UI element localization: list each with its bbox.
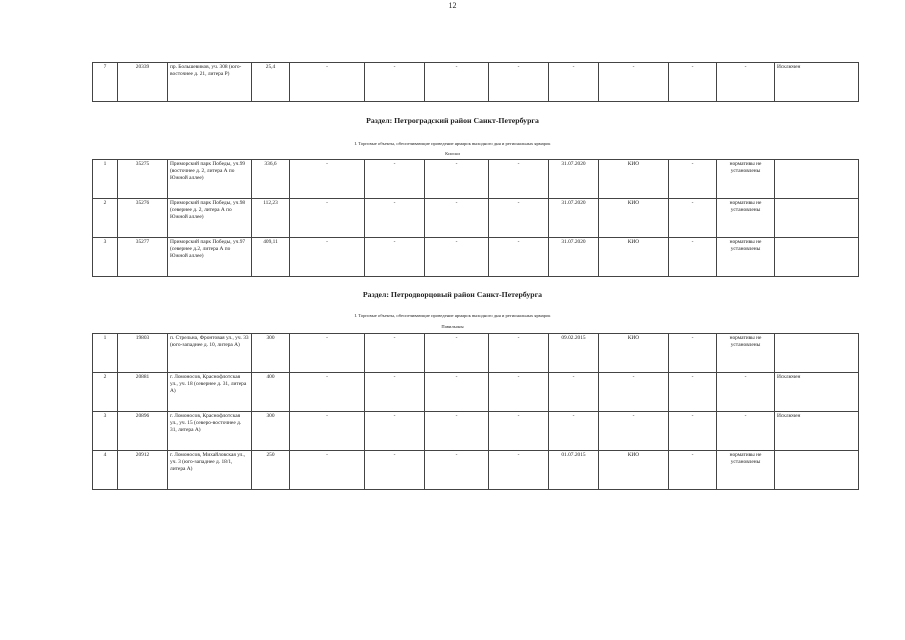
table-cell: 20912	[118, 451, 168, 490]
table-row	[93, 412, 859, 451]
table-cell: -	[669, 63, 717, 102]
table-cell: г. Ломоносов, Краснофлотская ул., уч. 15 (северо-восточнее д. 31, литера А)	[168, 412, 252, 451]
table-cell: 2	[93, 373, 118, 412]
table-cell: -	[669, 334, 717, 373]
table-cell: 400	[252, 373, 290, 412]
table-cell: -	[365, 334, 425, 373]
table-cell: Приморский парк Победы, уч.99 (восточнее д. 2, литера А по Южной аллее)	[168, 160, 252, 199]
table-cell: 09.02.2015	[549, 334, 599, 373]
table-cell: 1	[93, 334, 118, 373]
table-cell: -	[425, 373, 489, 412]
section-title-petrodvortsovy: Раздел: Петродворцовый район Санкт-Петербурга	[362, 290, 543, 299]
table-cell: 31.07.2020	[549, 199, 599, 238]
table-cell: -	[599, 373, 669, 412]
table-cell: нормативы не установлены	[717, 451, 775, 490]
table-cell: -	[669, 238, 717, 277]
table-cell: нормативы не установлены	[717, 238, 775, 277]
table-cell: -	[290, 199, 365, 238]
table-cell: -	[669, 160, 717, 199]
table-cell: -	[599, 412, 669, 451]
table-cell: -	[425, 412, 489, 451]
table-cell: г. Ломоносов, Краснофлотская ул., уч. 18 (севернее д. 31, литера А)	[168, 373, 252, 412]
table-cell: -	[365, 451, 425, 490]
table-cell: -	[290, 412, 365, 451]
group-label-pavilions: Павильоны	[441, 324, 464, 329]
table-petrogradsky	[92, 159, 859, 277]
table-cell: КИО	[599, 160, 669, 199]
table-cell: -	[669, 451, 717, 490]
group-label-kiosks: Киоски	[445, 151, 460, 156]
table-cell: 01.07.2015	[549, 451, 599, 490]
table-cell: 300	[252, 412, 290, 451]
table-cell: нормативы не установлены	[717, 334, 775, 373]
table-cell: 20881	[118, 373, 168, 412]
section-subtitle-petrodvortsovy: I. Торговые объекты, обеспечивающие проведение ярмарок выходного дня и региональных ярмарок	[354, 313, 551, 318]
top-table	[92, 62, 859, 102]
table-row	[93, 334, 859, 373]
table-cell: -	[489, 412, 549, 451]
table-cell	[775, 160, 859, 199]
table-cell: -	[290, 238, 365, 277]
table-row	[93, 199, 859, 238]
table-cell: -	[717, 63, 775, 102]
table-cell: -	[425, 160, 489, 199]
table-cell: 3	[93, 238, 118, 277]
table-cell: -	[489, 63, 549, 102]
table-cell: -	[669, 412, 717, 451]
table-cell: -	[425, 199, 489, 238]
table-row	[93, 238, 859, 277]
section-title-petrogradsky: Раздел: Петроградский район Санкт-Петербурга	[366, 116, 539, 125]
table-cell: -	[489, 334, 549, 373]
table-cell: Исключен	[775, 373, 859, 412]
table-cell: -	[290, 160, 365, 199]
table-cell: КИО	[599, 199, 669, 238]
table-cell: -	[717, 412, 775, 451]
table-row	[93, 373, 859, 412]
table-cell: -	[489, 373, 549, 412]
table-row	[93, 451, 859, 490]
table-cell: 35275	[118, 160, 168, 199]
table-cell: 112,23	[252, 199, 290, 238]
table-cell: 19803	[118, 334, 168, 373]
table-cell: 336,6	[252, 160, 290, 199]
table-cell: -	[290, 373, 365, 412]
table-cell: -	[669, 373, 717, 412]
table-cell: п. Стрельна, Фронтовая ул., уч. 33 (юго-западнее д. 10, литера А)	[168, 334, 252, 373]
table-cell: -	[717, 373, 775, 412]
table-cell: -	[489, 238, 549, 277]
table-cell: -	[549, 63, 599, 102]
table-cell: 2	[93, 199, 118, 238]
table-cell	[775, 451, 859, 490]
table-cell: 1	[93, 160, 118, 199]
table-cell: 20339	[118, 63, 168, 102]
table-cell: 300	[252, 334, 290, 373]
table-cell: нормативы не установлены	[717, 199, 775, 238]
table-cell: Исключен	[775, 412, 859, 451]
table-cell: -	[365, 160, 425, 199]
page-number: 12	[448, 1, 457, 10]
table-cell: Исключен	[775, 63, 859, 102]
table-cell: -	[489, 199, 549, 238]
table-cell: КИО	[599, 238, 669, 277]
table-cell: -	[549, 412, 599, 451]
table-cell: -	[365, 238, 425, 277]
table-cell	[775, 238, 859, 277]
table-cell: 409,11	[252, 238, 290, 277]
table-cell: -	[425, 238, 489, 277]
table-cell: Приморский парк Победы, уч.98 (севернее д. 2, литера А по Южной аллее)	[168, 199, 252, 238]
table-cell: -	[365, 412, 425, 451]
table-cell: г. Ломоносов, Михайловская ул., уч. 3 (юго-западнее д. 18/1, литера А)	[168, 451, 252, 490]
table-row	[93, 63, 859, 102]
table-cell: 4	[93, 451, 118, 490]
table-cell: Приморский парк Победы, уч.97 (севернее д.2, литера А по Южной аллее)	[168, 238, 252, 277]
table-cell: -	[365, 199, 425, 238]
table-cell	[775, 199, 859, 238]
table-cell: -	[425, 334, 489, 373]
table-cell: -	[365, 373, 425, 412]
table-cell: 20896	[118, 412, 168, 451]
table-cell: -	[489, 160, 549, 199]
table-cell: 31.07.2020	[549, 160, 599, 199]
table-cell: 31.07.2020	[549, 238, 599, 277]
table-cell: -	[549, 373, 599, 412]
table-cell: 7	[93, 63, 118, 102]
table-cell: -	[365, 63, 425, 102]
table-cell: КИО	[599, 334, 669, 373]
table-cell: -	[290, 451, 365, 490]
table-cell: 35277	[118, 238, 168, 277]
table-cell: -	[425, 451, 489, 490]
section-subtitle-petrogradsky: I. Торговые объекты, обеспечивающие проведение ярмарок выходного дня и региональных ярмарок	[354, 141, 551, 146]
table-cell	[775, 334, 859, 373]
table-cell: КИО	[599, 451, 669, 490]
table-cell: -	[290, 334, 365, 373]
table-cell: 250	[252, 451, 290, 490]
table-row	[93, 160, 859, 199]
table-petrodvortsovy	[92, 333, 859, 490]
table-cell: -	[669, 199, 717, 238]
table-cell: -	[425, 63, 489, 102]
table-cell: -	[489, 451, 549, 490]
table-cell: пр. Большевиков, уч. 308 (юго-восточнее д. 21, литера Р)	[168, 63, 252, 102]
table-cell: 35276	[118, 199, 168, 238]
table-cell: -	[290, 63, 365, 102]
table-cell: 25,4	[252, 63, 290, 102]
table-cell: -	[599, 63, 669, 102]
table-cell: нормативы не установлены	[717, 160, 775, 199]
table-cell: 3	[93, 412, 118, 451]
